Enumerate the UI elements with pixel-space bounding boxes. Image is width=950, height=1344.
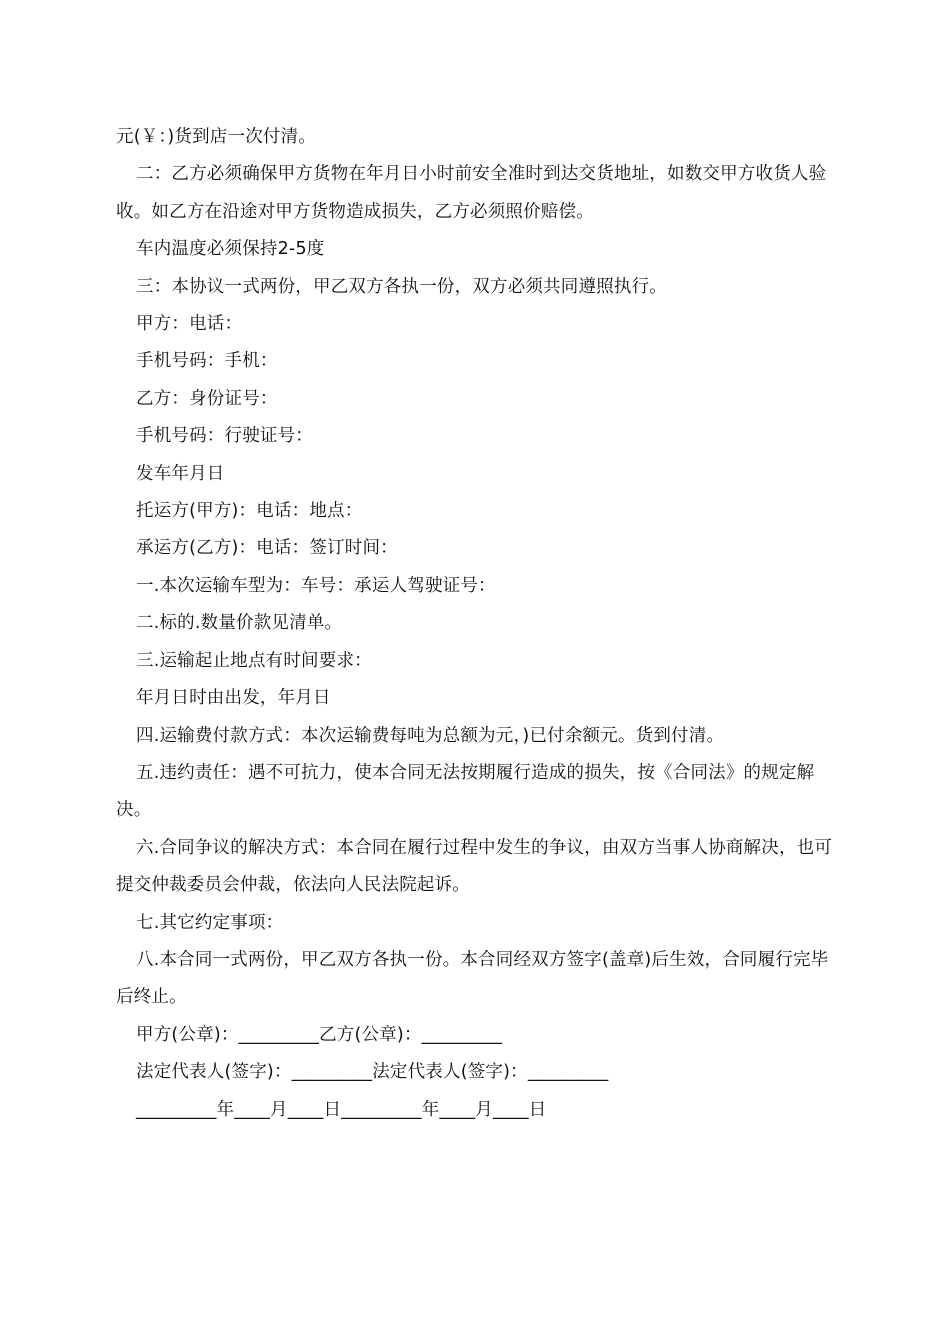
paragraph-party-b-id: 乙方：身份证号：: [136, 388, 278, 409]
paragraph-party-a-mobile: 手机号码：手机：: [136, 351, 278, 372]
paragraph-party-b-license: 手机号码：行驶证号：: [136, 426, 313, 447]
paragraph-clause-3-copies: 三：本协议一式两份，甲乙双方各执一份，双方必须共同遵照执行。: [136, 276, 667, 297]
paragraph-route-dates: 年月日时由出发，年月日: [136, 688, 331, 709]
paragraph-temperature: 车内温度必须保持2-5度: [136, 239, 325, 260]
paragraph-consignor: 托运方(甲方)：电话：地点：: [136, 501, 363, 522]
signature-representatives: 法定代表人(签字)：_________法定代表人(签字)：_________: [136, 1062, 609, 1083]
document-body: [116, 119, 836, 1129]
paragraph-article-7-other: 七.其它约定事项：: [136, 912, 284, 933]
paragraph-party-a-phone: 甲方：电话：: [136, 314, 243, 335]
paragraph-article-8-effect: 八.本合同一式两份，甲乙双方各执一份。本合同经双方签字(盖章)后生效，合同履行完毕后终止。: [116, 949, 829, 1008]
paragraph-article-4-fee: 四.运输费付款方式：本次运输费每吨为总额为元，)已付余额元。货到付清。: [136, 725, 725, 746]
paragraph-article-1-vehicle: 一.本次运输车型为：车号：承运人驾驶证号：: [136, 575, 496, 596]
paragraph-article-6-disputes: 六.合同争议的解决方式：本合同在履行过程中发生的争议，由双方当事人协商解决，也可提交仲裁委员会仲裁，依法向人民法院起诉。: [116, 837, 833, 896]
paragraph-article-3-route: 三.运输起止地点有时间要求：: [136, 650, 372, 671]
paragraph-article-5-liability: 五.违约责任：遇不可抗力，使本合同无法按期履行造成的损失，按《合同法》的规定解决。: [116, 762, 815, 821]
signature-seals: 甲方(公章)：_________乙方(公章)：_________: [136, 1024, 503, 1045]
paragraph-departure-date: 发车年月日: [136, 463, 225, 484]
paragraph-article-2-goods: 二.标的.数量价款见清单。: [136, 613, 343, 634]
paragraph-clause-2-delivery: 二：乙方必须确保甲方货物在年月日小时前安全准时到达交货地址，如数交甲方收货人验收。如乙方在沿途对甲方货物造成损失，乙方必须照价赔偿。: [116, 164, 827, 222]
paragraph-carrier: 承运方(乙方)：电话：签订时间：: [136, 538, 398, 559]
signature-dates: _________年____月____日_________年____月____日: [136, 1099, 547, 1120]
paragraph-payment-terms: 元(￥：)货到店一次付清。: [116, 127, 317, 147]
